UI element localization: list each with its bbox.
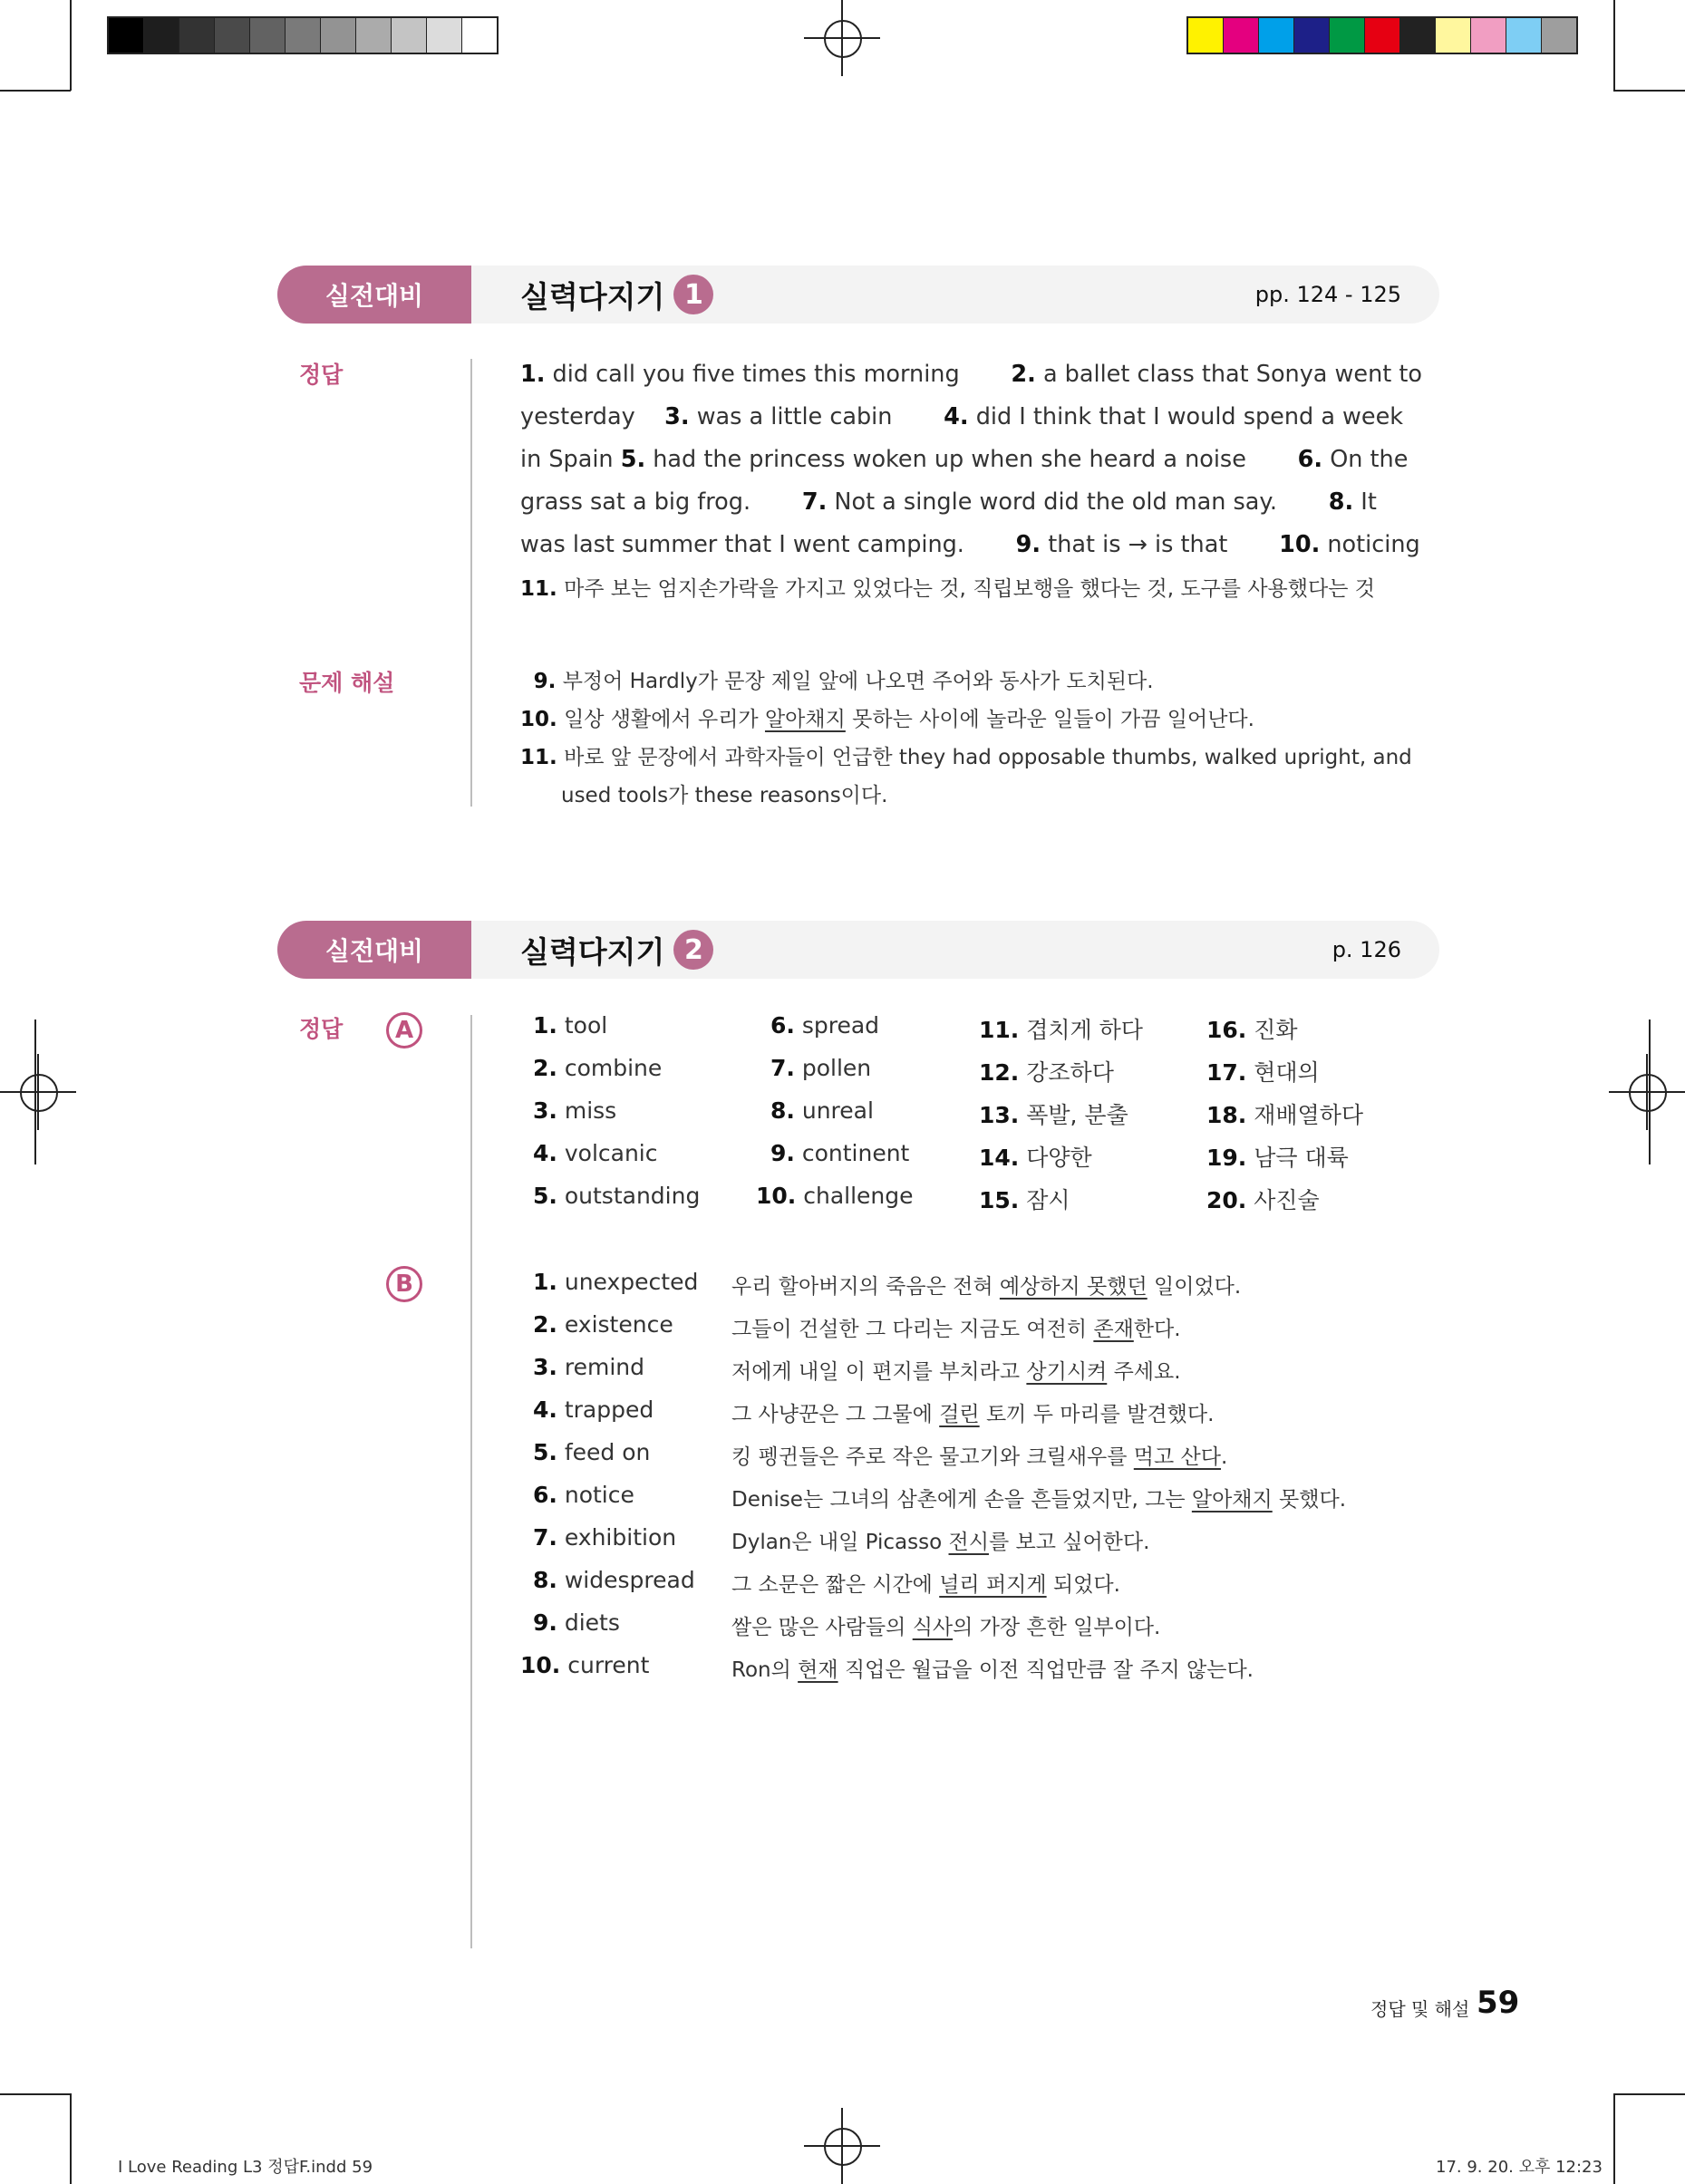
item-number: 16. [1206, 1017, 1247, 1043]
item-word: 진화 [1246, 1017, 1298, 1043]
section-1-answers: 1. did call you five times this morning 2. a ballet class that Sonya went to yesterday 3. was a little cabin 4. did I think that I would spend a week in Spain 5. had the princess woken up when she heard a noise 6. On the grass sat a big frog. 7. Not a single word did the old man say. 8. It was last summer that I went camping. 9. that is → is that 10. noticing [520, 361, 1422, 558]
section-2-pill: 실전대비 [277, 921, 471, 979]
item-word: outstanding [557, 1183, 701, 1209]
explanation-9: 9. 부정어 Hardly가 문장 제일 앞에 나오면 주어와 동사가 도치된다. [533, 670, 1154, 693]
gray-swatch [356, 18, 392, 53]
sentence-underlined-word: 걸린 [939, 1403, 980, 1426]
color-swatch [1188, 18, 1224, 53]
item-number: 20. [1206, 1187, 1247, 1213]
part-b-sentence [731, 1610, 1160, 1640]
part-b-word [533, 1396, 654, 1423]
sentence-text: 일이었다. [1147, 1275, 1242, 1299]
section-1-explanations [520, 662, 1427, 815]
gray-swatch [109, 18, 144, 53]
item-number: 7. [770, 1055, 795, 1081]
item-word: 강조하다 [1019, 1059, 1114, 1086]
part-a-word-item [770, 1097, 874, 1124]
section-1-title [520, 266, 713, 324]
section-2-title-text: 실력다지기 [520, 933, 665, 970]
item-word: miss [557, 1097, 617, 1124]
sentence-underlined-word: 알아채지 [1191, 1488, 1273, 1512]
item-number: 7. [533, 1524, 557, 1551]
section-1-title-text: 실력다지기 [520, 278, 665, 314]
part-a-marker: A [386, 1012, 422, 1049]
sentence-text: Denise는 그녀의 삼촌에게 손을 흔들었지만, 그는 [731, 1488, 1192, 1512]
part-b-sentence [731, 1525, 1149, 1555]
sentence-text: 를 보고 싶어한다. [988, 1531, 1150, 1554]
color-swatch [1436, 18, 1471, 53]
gray-swatch [250, 18, 286, 53]
item-number: 4. [533, 1396, 557, 1423]
sentence-text: Ron의 [731, 1658, 799, 1682]
sentence-underlined-word: 상기시켜 [1026, 1360, 1108, 1384]
item-number: 4. [533, 1140, 557, 1166]
part-b-sentence [731, 1483, 1346, 1512]
part-b-word [533, 1482, 634, 1508]
part-a-word-item [533, 1055, 662, 1081]
part-b-word [533, 1269, 698, 1295]
section-1-pages: pp. 124 - 125 [1254, 282, 1401, 307]
item-word: tool [557, 1012, 608, 1039]
part-a-word-item [1206, 1012, 1298, 1045]
gray-swatch [215, 18, 250, 53]
section-2-answer-label: 정답 [299, 1016, 344, 1042]
item-word: diets [557, 1609, 620, 1636]
part-b-word [533, 1439, 650, 1465]
part-a-word-item [756, 1183, 914, 1209]
item-number: 2. [533, 1055, 557, 1081]
item-word: feed on [557, 1439, 651, 1465]
item-word: existence [557, 1311, 673, 1338]
part-b-sentence [731, 1355, 1181, 1385]
color-bar [1186, 16, 1578, 54]
sentence-text: 토끼 두 마리를 발견했다. [979, 1403, 1215, 1426]
item-number: 3. [533, 1354, 557, 1380]
sentence-text: 되었다. [1046, 1573, 1120, 1597]
gray-swatch [321, 18, 356, 53]
item-number: 17. [1206, 1059, 1247, 1086]
section-1-explanation-label: 문제 해설 [299, 670, 395, 696]
item-word: spread [794, 1012, 880, 1039]
item-word: 다양한 [1019, 1145, 1092, 1171]
gray-swatch [427, 18, 462, 53]
part-a-word-item [979, 1097, 1128, 1130]
part-a-word-item [533, 1097, 616, 1124]
color-swatch [1506, 18, 1542, 53]
part-a-word-item [770, 1055, 871, 1081]
gray-swatch [144, 18, 179, 53]
item-word: 겹치게 하다 [1019, 1017, 1143, 1043]
item-number: 1. [533, 1269, 557, 1295]
reg-line-right [1649, 1020, 1651, 1164]
sentence-text: 직업은 월급을 이전 직업만큼 잘 주지 않는다. [838, 1658, 1254, 1682]
gray-swatch [392, 18, 427, 53]
part-a-word-item [1206, 1097, 1363, 1130]
explanation-11-cont: used tools가 these reasons이다. [561, 784, 888, 807]
item-word: unexpected [557, 1269, 699, 1295]
item-word: 현대의 [1246, 1059, 1320, 1086]
registration-mark-right [1609, 1054, 1685, 1130]
part-b-sentence [731, 1568, 1120, 1598]
part-a-word-item [979, 1183, 1070, 1215]
item-number: 3. [533, 1097, 557, 1124]
sentence-underlined-word: 현재 [798, 1658, 838, 1682]
color-swatch [1224, 18, 1259, 53]
part-b-sentence [731, 1312, 1181, 1342]
part-a-word-item [979, 1012, 1143, 1045]
sentence-text: 한다. [1133, 1318, 1181, 1341]
item-number: 6. [533, 1482, 557, 1508]
sentence-text: 주세요. [1107, 1360, 1181, 1384]
date-slug: 17. 9. 20. 오후 12:23 [1436, 2158, 1603, 2177]
item-word: challenge [796, 1183, 914, 1209]
sentence-text: . [1220, 1445, 1228, 1469]
item-number: 11. [979, 1017, 1020, 1043]
item-number: 10. [756, 1183, 797, 1209]
section-1-pill: 실전대비 [277, 266, 471, 324]
section-2-divider [470, 1015, 472, 1948]
item-word: volcanic [557, 1140, 658, 1166]
sentence-text: 우리 할아버지의 죽음은 전혀 [731, 1275, 1000, 1299]
part-a-word-item [979, 1140, 1092, 1173]
part-a-word-item [770, 1140, 909, 1166]
part-a-word-item [533, 1183, 700, 1209]
registration-mark-bottom [804, 2108, 880, 2184]
sentence-text: Dylan은 내일 Picasso [731, 1531, 949, 1554]
sentence-text: 저에게 내일 이 편지를 부치라고 [731, 1360, 1027, 1384]
item-number: 15. [979, 1187, 1020, 1213]
grayscale-bar [107, 16, 499, 54]
part-b-word [533, 1567, 695, 1593]
sentence-text: 그들이 건설한 그 다리는 지금도 여전히 [731, 1318, 1094, 1341]
part-b-word [533, 1524, 676, 1551]
item-number: 13. [979, 1102, 1020, 1128]
section-1-answer-label: 정답 [299, 362, 344, 388]
item-number: 10. [520, 1652, 561, 1678]
item-word: unreal [794, 1097, 874, 1124]
item-word: 재배열하다 [1246, 1102, 1363, 1128]
file-slug: I Love Reading L3 정답F.indd 59 [118, 2158, 373, 2177]
explanation-10: 10. 일상 생활에서 우리가 알아채지 못하는 사이에 놀라운 일들이 가끔 일어난다. [520, 708, 1254, 731]
item-word: trapped [557, 1396, 654, 1423]
registration-mark-top [804, 0, 880, 76]
sentence-underlined-word: 널리 퍼지게 [939, 1573, 1047, 1597]
section-2-number-badge: 2 [673, 930, 713, 970]
gray-swatch [179, 18, 215, 53]
item-word: notice [557, 1482, 634, 1508]
part-b-sentence [731, 1270, 1241, 1300]
part-b-word [520, 1652, 649, 1678]
reg-line-left [34, 1020, 36, 1164]
color-swatch [1365, 18, 1400, 53]
sentence-underlined-word: 먹고 산다 [1133, 1445, 1221, 1469]
sentence-underlined-word: 존재 [1093, 1318, 1134, 1341]
item-word: 사진술 [1246, 1187, 1320, 1213]
part-b-sentence [731, 1440, 1227, 1470]
item-word: 폭발, 분출 [1019, 1102, 1128, 1128]
gray-swatch [462, 18, 497, 53]
part-a-word-item [1206, 1183, 1320, 1215]
part-a-word-item [533, 1140, 658, 1166]
page-number: 59 [1477, 1985, 1520, 2021]
item-number: 5. [533, 1183, 557, 1209]
sentence-underlined-word: 식사 [912, 1616, 954, 1639]
color-swatch [1294, 18, 1330, 53]
part-b-word [533, 1354, 644, 1380]
section-1-divider [470, 359, 472, 807]
item-number: 19. [1206, 1145, 1247, 1171]
part-a-word-item [1206, 1055, 1320, 1087]
item-number: 9. [770, 1140, 795, 1166]
color-swatch [1471, 18, 1506, 53]
color-swatch [1330, 18, 1365, 53]
sentence-underlined-word: 전시 [948, 1531, 989, 1554]
section-1-number-badge: 1 [673, 275, 713, 314]
item-number: 8. [770, 1097, 795, 1124]
registration-mark-left [0, 1054, 76, 1130]
item-word: exhibition [557, 1524, 677, 1551]
part-b-word [533, 1609, 620, 1636]
section-2-title [520, 921, 713, 979]
footer-section-label: 정답 및 해설 [1370, 1998, 1470, 2020]
part-b-marker: B [386, 1266, 422, 1302]
item-word: widespread [557, 1567, 695, 1593]
part-b-sentence [731, 1653, 1254, 1683]
item-word: continent [794, 1140, 910, 1166]
item-word: current [560, 1652, 650, 1678]
item-number: 12. [979, 1059, 1020, 1086]
item-number: 9. [533, 1609, 557, 1636]
part-a-word-item [979, 1055, 1114, 1087]
item-number: 8. [533, 1567, 557, 1593]
section-2-pages: p. 126 [1332, 937, 1401, 962]
color-swatch [1542, 18, 1576, 53]
sentence-text: 그 사냥꾼은 그 그물에 [731, 1403, 940, 1426]
item-number: 14. [979, 1145, 1020, 1171]
item-number: 2. [533, 1311, 557, 1338]
sentence-text: 못했다. [1272, 1488, 1347, 1512]
color-swatch [1400, 18, 1436, 53]
item-word: 남극 대륙 [1246, 1145, 1349, 1171]
part-b-word [533, 1311, 673, 1338]
sentence-underlined-word: 예상하지 못했던 [999, 1275, 1148, 1299]
part-a-word-item [770, 1012, 879, 1039]
gray-swatch [286, 18, 321, 53]
part-a-word-item [1206, 1140, 1349, 1173]
color-swatch [1259, 18, 1294, 53]
item-number: 1. [533, 1012, 557, 1039]
section-1-answer-11: 11. 마주 보는 엄지손가락을 가지고 있었다는 것, 직립보행을 했다는 것, 도구를 사용했다는 것 [520, 577, 1375, 601]
item-word: remind [557, 1354, 644, 1380]
part-a-word-item [533, 1012, 607, 1039]
part-b-sentence [731, 1397, 1214, 1427]
item-word: combine [557, 1055, 663, 1081]
sentence-text: 킹 펭귄들은 주로 작은 물고기와 크릴새우를 [731, 1445, 1134, 1469]
item-word: 잠시 [1019, 1187, 1070, 1213]
item-word: pollen [794, 1055, 872, 1081]
item-number: 6. [770, 1012, 795, 1039]
item-number: 18. [1206, 1102, 1247, 1128]
sentence-text: 그 소문은 짧은 시간에 [731, 1573, 940, 1597]
sentence-text: 쌀은 많은 사람들의 [731, 1616, 913, 1639]
explanation-11: 11. 바로 앞 문장에서 과학자들이 언급한 they had opposable thumbs, walked upright, and [520, 746, 1412, 769]
item-number: 5. [533, 1439, 557, 1465]
sentence-text: 의 가장 흔한 일부이다. [953, 1616, 1161, 1639]
